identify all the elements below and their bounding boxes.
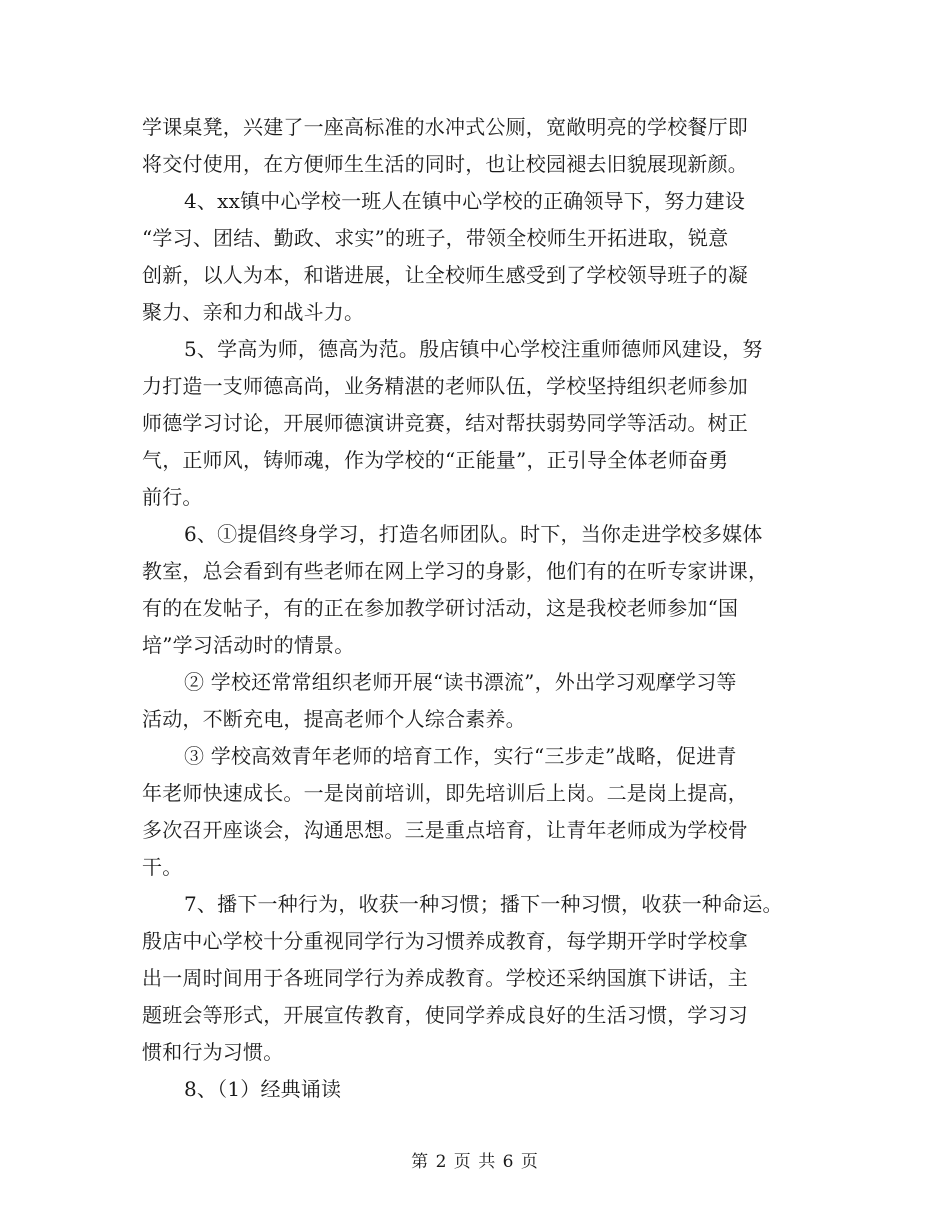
text-line: 8、（1）经典诵读	[184, 1077, 342, 1101]
text-line: 6、①提倡终身学习，打造名师团队。时下，当你走进学校多媒体	[184, 522, 763, 546]
text-line: ③ 学校高效青年老师的培育工作，实行“三步走”战略，促进青	[184, 744, 737, 768]
text-line: 题班会等形式，开展宣传教育，使同学养成良好的生活习惯，学习习	[142, 1003, 748, 1027]
text-line: 殷店中心学校十分重视同学行为习惯养成教育，每学期开学时学校拿	[142, 929, 748, 953]
text-line: 5、学高为师，德高为范。殷店镇中心学校注重师德师风建设，努	[184, 337, 763, 361]
text-line: 活动，不断充电，提高老师个人综合素养。	[142, 707, 526, 731]
text-line: 干。	[142, 855, 183, 879]
text-line: ② 学校还常常组织老师开展“读书漂流”，外出学习观摩学习等	[184, 670, 737, 694]
text-line: 多次召开座谈会，沟通思想。三是重点培育，让青年老师成为学校骨	[142, 818, 748, 842]
text-line: 出一周时间用于各班同学行为养成教育。学校还采纳国旗下讲话，主	[142, 966, 748, 990]
body-text	[142, 109, 822, 1108]
text-line: 将交付使用，在方便师生生活的同时，也让校园褪去旧貌展现新颜。	[142, 152, 748, 176]
text-line: 力打造一支师德高尚，业务精湛的老师队伍，学校坚持组织老师参加	[142, 374, 748, 398]
page-number-footer: 第 2 页 共 6 页	[411, 1152, 539, 1172]
text-line: 惯和行为习惯。	[142, 1040, 284, 1064]
text-line: 学课桌凳，兴建了一座高标准的水冲式公厕，宽敞明亮的学校餐厅即	[142, 115, 748, 139]
text-line: “学习、团结、勤政、求实”的班子，带领全校师生开拓进取，锐意	[142, 226, 729, 250]
text-line: 气，正师风，铸师魂，作为学校的“正能量”，正引导全体老师奋勇	[142, 448, 729, 472]
text-line: 前行。	[142, 485, 203, 509]
text-line: 教室，总会看到有些老师在网上学习的身影，他们有的在听专家讲课，	[142, 559, 769, 583]
text-line: 有的在发帖子，有的正在参加教学研讨活动，这是我校老师参加“国	[142, 596, 739, 620]
text-line: 4、xx镇中心学校一班人在镇中心学校的正确领导下，努力建设	[184, 189, 746, 213]
text-line: 创新，以人为本，和谐进展，让全校师生感受到了学校领导班子的凝	[142, 263, 748, 287]
text-line: 培”学习活动时的情景。	[142, 633, 355, 657]
text-line: 师德学习讨论，开展师德演讲竞赛，结对帮扶弱势同学等活动。树正	[142, 411, 748, 435]
text-line: 年老师快速成长。一是岗前培训，即先培训后上岗。二是岗上提高，	[142, 781, 748, 805]
text-line: 聚力、亲和力和战斗力。	[142, 300, 365, 324]
text-line: 7、播下一种行为，收获一种习惯；播下一种习惯，收获一种命运。	[184, 892, 783, 916]
